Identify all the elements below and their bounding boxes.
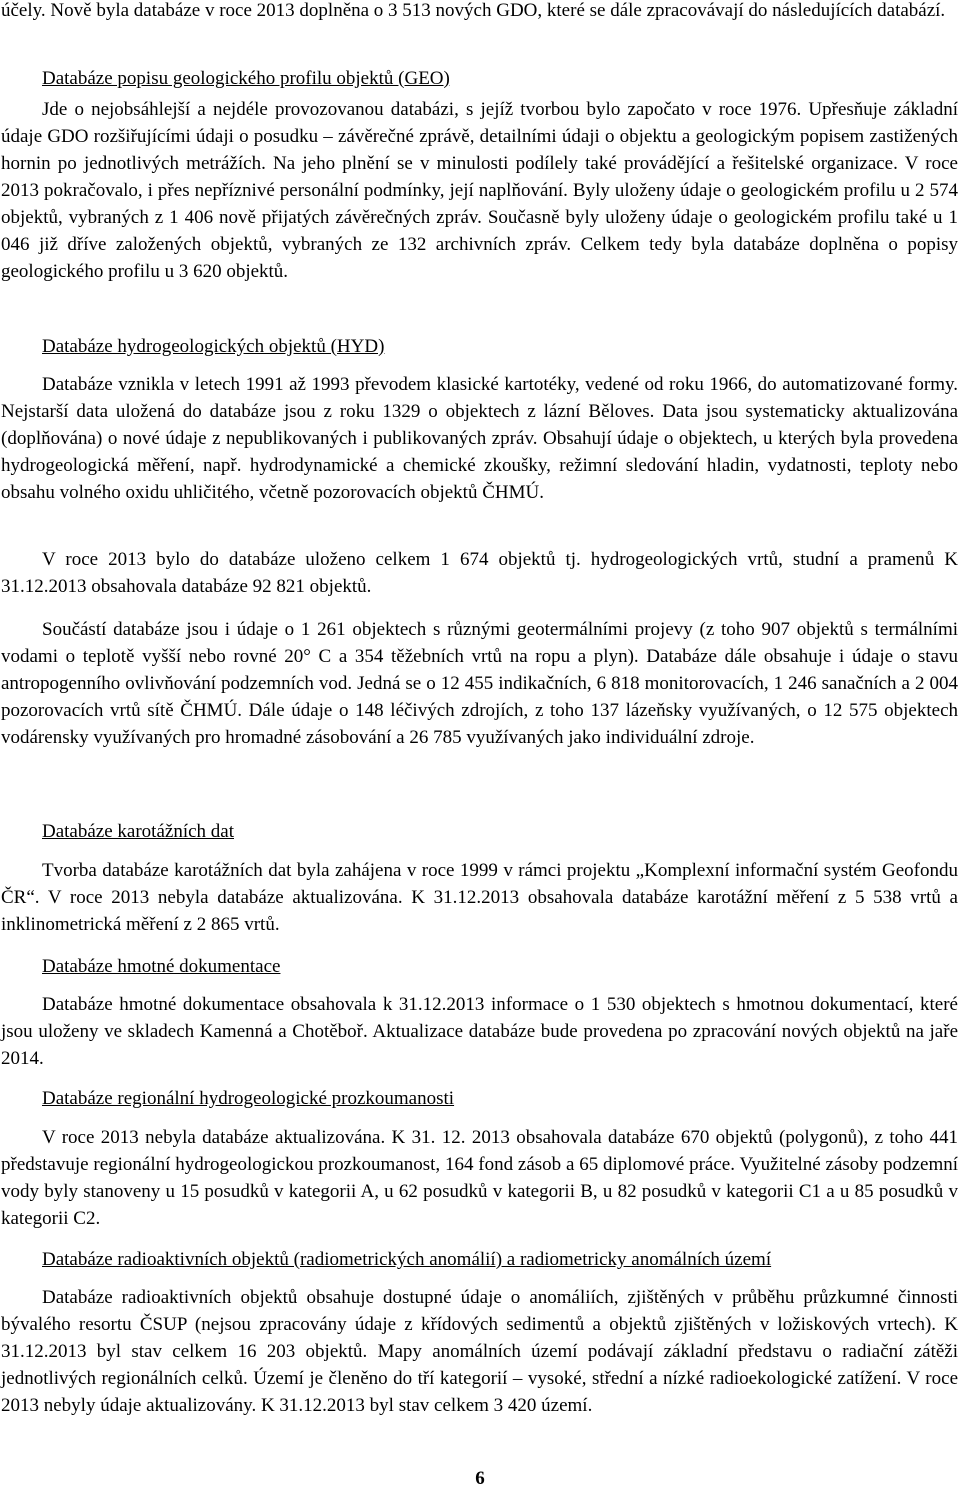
paragraph-hmotna: Databáze hmotné dokumentace obsahovala k 31.12.2013 informace o 1 530 objektech s hmotnou dokumentací, které jsou uloženy ve skladech Kamenná a Chotěboř. Aktualizace databáze bude provedena po zpracování nových objektů na jaře 2014.: [1, 994, 958, 1069]
intro-paragraph: účely. Nově byla databáze v roce 2013 doplněna o 3 513 nových GDO, které se dále zpracovávají do následujících databází.: [1, 0, 946, 21]
heading-hmotna: Databáze hmotné dokumentace: [42, 956, 281, 977]
paragraph-hyd-1: Databáze vznikla v letech 1991 až 1993 převodem klasické kartotéky, vedené od roku 1966, do automatizované formy. Nejstarší data uložená do databáze jsou z roku 1329 o objektech z lázní Běloves. Data jsou systematicky aktualizována (doplňována) o nové údaje z nepublikovaných i publikovaných zpráv. Obsahují údaje o objektech, u kterých byla provedena hydrogeologická měření, např. hydrodynamické a chemické zkoušky, režimní sledování hladin, vydatnosti, teploty nebo obsahu volného oxidu uhličitého, včetně pozorovacích objektů ČHMÚ.: [1, 374, 958, 503]
heading-geo: Databáze popisu geologického profilu objektů (GEO): [42, 68, 450, 89]
paragraph-geo: Jde o nejobsáhlejší a nejdéle provozovanou databázi, s jejíž tvorbou bylo započato v roce 1976. Upřesňuje základní údaje GDO rozšiřujícími údaji o posudku – závěrečné zprávě, detailními údaji o objektu a geologickým popisem zastižených hornin po jednotlivých metrážích. Na jeho plnění se v minulosti podílely také provádějící a řešitelské organizace. V roce 2013 pokračovalo, i přes nepříznivé personální podmínky, její naplňování. Byly uloženy údaje o geologickém profilu u 2 574 objektů, vybraných z 1 406 nově přijatých závěrečných zpráv. Současně byly uloženy údaje o geologickém profilu také u 1 046 již dříve založených objektů, vybraných ze 132 archivních zpráv. Celkem tedy byla databáze doplněna o popisy geologického profilu u 3 620 objektů.: [1, 99, 958, 282]
heading-regionalni: Databáze regionální hydrogeologické prozkoumanosti: [42, 1088, 455, 1109]
paragraph-radioaktivni: Databáze radioaktivních objektů obsahuje dostupné údaje o anomáliích, zjištěných v průběhu průzkumné činnosti bývalého resortu ČSUP (nejsou zpracovány údaje z křídových sedimentů a objektů zjištěných v ložiskových vrtech). K 31.12.2013 byl stav celkem 16 203 objektů. Mapy anomálních území podávají základní představu o radiační zátěži jednotlivých regionálních celků. Území je členěno do tří kategorií – vysoké, střední a nízké radioekologické zatížení. V roce 2013 nebyly údaje aktualizovány. K 31.12.2013 byl stav celkem 3 420 území.: [1, 1287, 958, 1416]
paragraph-hyd-2: V roce 2013 bylo do databáze uloženo celkem 1 674 objektů tj. hydrogeologických vrtů, studní a pramenů K 31.12.2013 obsahovala databáze 92 821 objektů.: [1, 549, 958, 597]
paragraph-hyd-3: Součástí databáze jsou i údaje o 1 261 objektech s různými geotermálními projevy (z toho 907 objektů s termálními vodami o teplotě vyšší nebo rovné 20° C a 354 těžebních vrtů na ropu a plyn). Databáze dále obsahuje i údaje o stavu antropogenního ovlivňování podzemních vod. Jedná se o 12 455 indikačních, 6 818 monitorovacích, 1 246 sanačních a 2 004 pozorovacích vrtů sítě ČHMÚ. Dále údaje o 148 léčivých zdrojích, z toho 137 lázeňsky využívaných, o 12 575 objektech vodárensky využívaných pro hromadné zásobování a 26 785 využívaných jako individuální zdroje.: [1, 619, 958, 748]
heading-karotaz: Databáze karotážních dat: [42, 821, 234, 842]
heading-radioaktivni: Databáze radioaktivních objektů (radiometrických anomálií) a radiometricky anomálních území: [42, 1249, 772, 1270]
page-number: 6: [475, 1468, 485, 1489]
heading-hyd: Databáze hydrogeologických objektů (HYD): [42, 336, 385, 357]
paragraph-regionalni: V roce 2013 nebyla databáze aktualizována. K 31. 12. 2013 obsahovala databáze 670 objektů (polygonů), z toho 441 představuje regionální hydrogeologickou prozkoumanost, 164 fond zásob a 65 diplomové práce. Využitelné zásoby podzemní vody byly stanoveny u 15 posudků v kategorii A, u 62 posudků v kategorii B, u 82 posudků v kategorii C1 a u 85 posudků v kategorii C2.: [1, 1127, 958, 1229]
paragraph-karotaz: Tvorba databáze karotážních dat byla zahájena v roce 1999 v rámci projektu „Komplexní informační systém Geofondu ČR“. V roce 2013 nebyla databáze aktualizována. K 31.12.2013 obsahovala databáze karotážní měření z 5 538 vrtů a inklinometrická měření z 2 865 vrtů.: [1, 860, 958, 935]
